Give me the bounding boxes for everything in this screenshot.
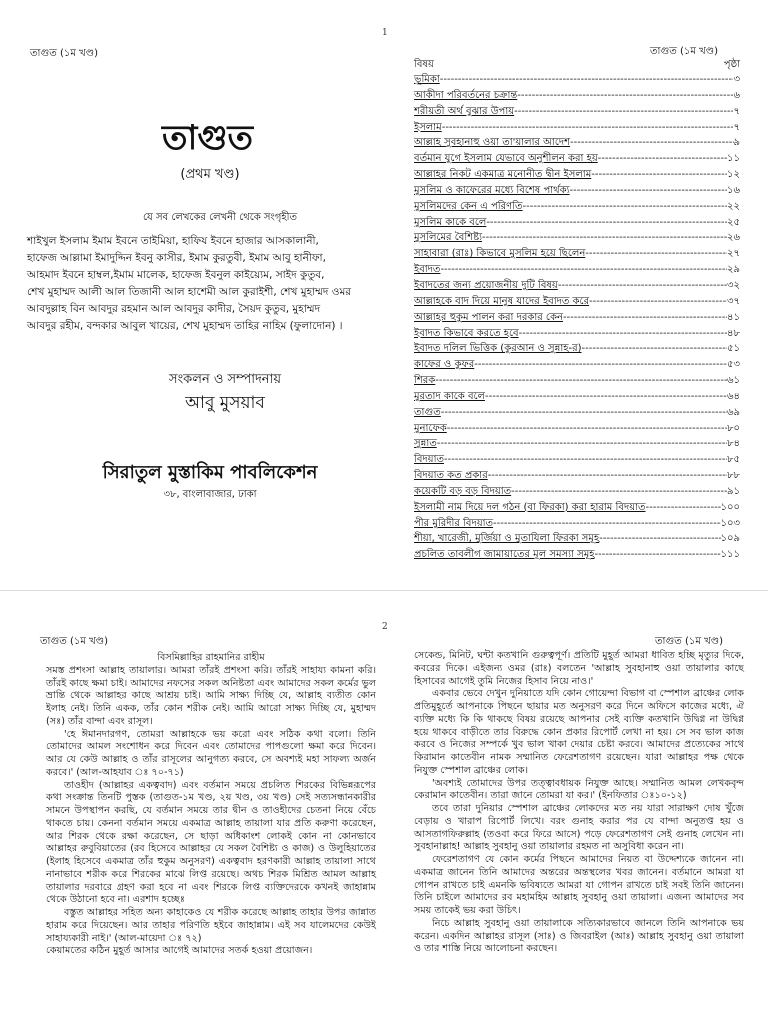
toc-entry-page: ১০৯ — [720, 533, 740, 545]
toc-row — [414, 516, 740, 532]
editor-name: আবু মুসয়াব — [185, 393, 265, 413]
toc-row — [414, 104, 740, 120]
toc-entry-title: ইবাদত — [414, 264, 441, 276]
toc-entry-title: সুন্নাত — [414, 438, 437, 450]
toc-entry-page: ১১ — [727, 153, 740, 165]
author-line: আহমাদ ইবনে হাম্বল,ইমাম মালেক, হাফেজ ইবনুল কাইয়্যেম, সাইদ কুতুব, — [27, 269, 325, 281]
toc-row — [414, 405, 740, 421]
text-column-right — [414, 650, 744, 956]
toc-row — [414, 88, 740, 104]
toc-entry-title: ইবাদত কিভাবে করতে হবে — [414, 327, 519, 339]
quote-paragraph: বস্তুত আল্লাহর সহিত অন্য কাহাকেও যে শরীক করেছে আল্লাহ তাহার উপর জান্নাত হারাম করে দিয়েছেন। আর তাহার পরিণতি হইবে জাহান্নাম। এই সব যালেমদের কেউই সাহায্যকারী নাই।' (আল-মায়েদা ঃ ৭২) — [46, 907, 376, 944]
toc-entry-title: শীয়া, খারেজী, মুর্জিয়া ও মুতাযিলা ফিরকা সমূহ — [414, 533, 600, 545]
toc-entry-page: ৭ — [733, 121, 740, 133]
author-line: আবদুর রহীম, বন্দকার আবুল খায়ের, শেখ মুহাম্মদ তাহির নাহিম (ফুলাদোন) । — [27, 320, 343, 332]
toc-entry-page: ৩২ — [726, 279, 740, 291]
paragraph: ফেরেশতাগণ যে কোন কর্মের পিছনে আমাদের নিয়ত বা উদ্দেশ্যকে জানেন না। একমাত্র জানেন তিনি আমাদের অন্তরের অন্তস্থলের খবর জানেন। বর্তমানে আমরা যা গোপন রাখতে চাই এমনকি ভবিষ্যতে আমরা যা গোপন রাখতে চাই সবই তিনি জানেন। তিনি চাইলে আমাদের রব মহামহিম আল্লাহ সুবহানু ওয়া তায়ালা। এজন্য আমাদের সব সময় তাকেই ভয় করা উচিৎ। — [414, 854, 744, 916]
toc-entry-title: আকীদা পরিবর্তনের চক্রান্ত — [414, 89, 518, 101]
toc-row — [414, 262, 740, 278]
author-line: হাফেজ আল্লামা ইমাদুদ্দিন ইবনু কাসীর, ইমাম কুরতুবী, ইমাম আবু হানীফা, — [27, 252, 326, 264]
toc-dot-leader — [440, 262, 727, 278]
toc-entry-title: বর্তমান যুগে ইসলাম যেভাবে অনুশীলন করা হয় — [414, 153, 598, 165]
author-line: শাইখুল ইসলাম ইমাম ইবনে তাইমিয়া, হাফিয ইবনে হাজার আসকালানী, — [27, 235, 319, 247]
toc-entry-page: ৬১ — [727, 375, 740, 387]
toc-entry-title: আল্লাহর হুকুম পালন করা দরকার কেন — [414, 311, 563, 323]
toc-row — [414, 341, 740, 357]
toc-row — [414, 72, 740, 88]
toc-dot-leader — [598, 151, 727, 167]
toc-entry-page: ৩ — [733, 74, 740, 85]
toc-row — [414, 436, 740, 452]
toc-dot-leader — [570, 135, 733, 151]
toc-entry-title: ইসলামী নাম দিয়ে দল গঠন (বা ফিরকা) করা হারাম বিদয়াত — [414, 501, 646, 513]
toc-entry-page: ১২ — [727, 169, 740, 181]
toc-row — [414, 389, 740, 405]
toc-row — [414, 452, 740, 468]
toc-entry-page: ২৫ — [727, 216, 740, 228]
toc-entry-title: বিদয়াত কত প্রকার — [414, 470, 488, 482]
authors-list — [27, 233, 372, 335]
page-number-2: 2 — [382, 622, 388, 632]
toc-entry-title: সাহাবারা (রাঃ) কিভাবে মুসলিম হয়ে ছিলেন — [414, 248, 586, 260]
toc-entry-page: ৯১ — [727, 485, 740, 497]
toc-entry-page: ৮৪ — [727, 438, 740, 450]
toc-row — [414, 120, 740, 136]
toc-entry-page: ১১১ — [720, 549, 740, 561]
toc-row — [414, 310, 740, 326]
toc-row — [414, 215, 740, 231]
toc-dot-leader — [599, 531, 720, 547]
paragraph: কেয়ামতের কঠিন মুহূর্ত আসার আগেই আমাদের সতর্ক হওয়া প্রয়োজন। — [46, 945, 313, 957]
toc-row — [414, 135, 740, 151]
paragraph: সমস্ত প্রশংসা আল্লাহ তায়ালার। আমরা তাঁরই প্রশংসা করি। তাঁরই সাহায্য কামনা করি। তাঁরই কাছে ক্ষমা চাই। আমাদের নফসের সকল অনিষ্টতা এবং আমাদের সকল কর্মের ভুল ভ্রান্তি থেকে আল্লাহর কাছে আশ্রয় চাই। আমি সাক্ষ্য দিচ্ছি যে, আল্লাহ ব্যতীত কোন ইলাহ নেই। তিনি একক, তাঁর কোন শরীক নেই। আমি আরো সাক্ষ্য দিচ্ছি যে, মুহাম্মদ (সঃ) তাঁর বান্দা এবং রাসূল। — [46, 664, 376, 727]
toc-entry-title: পীর মুরিদীর বিদয়াত — [414, 517, 494, 529]
toc-entry-page: ৪৮ — [727, 327, 740, 339]
paragraph: একবার ভেবে দেখুন দুনিয়াতে যদি কোন গোয়েন্দা বিভাগ বা স্পেশাল ব্রাঞ্চের লোক প্রতিমুহূর্তে আপনাকে পিছনে ছায়ার মত অনুসরণ করে দিনে অফিসে কাজের মধ্যে, ঐ ব্যক্তি মধ্যে কি কি থাকছে বিষয় রয়েছে আপনার সেই ব্যক্তি কতখানি উদ্বিগ্ন না উদ্বিগ্ন হয়ে থাকবে বাড়ীতে তার বিরুদ্ধে কোন প্রকার রিপোর্ট লেখা না হয়। সে সব ভাল কাজ করবে ও নিজের সম্পর্কে খুব ভাল খাকা দেয়ার চেষ্টা করবে। আমাদের প্রত্যেকের সাথে কিরামান কাতেবীন নামক সম্মানিত ফেরেশতাগণ রয়েছেন। যারা আল্লাহর পক্ষ থেকে নিযুক্ত স্পেশাল ব্রাঞ্চের লোক। — [414, 688, 744, 776]
page-separator — [0, 590, 768, 591]
toc-dot-leader — [511, 484, 727, 500]
toc-dot-leader — [474, 357, 727, 373]
toc-entry-title: কয়েকটি বড় বড় বিদয়াত — [414, 485, 512, 497]
collected-from-note: যে সব লেখকের লেখনী থেকে সংগৃহীত — [142, 212, 297, 223]
toc-entry-title: মুসলিম কাকে বলে — [414, 216, 487, 228]
toc-row — [414, 373, 740, 389]
toc-entry-title: কাফের ও কুফর — [414, 359, 475, 371]
toc-row — [414, 294, 740, 310]
toc-dot-leader — [488, 468, 727, 484]
toc-row — [414, 500, 740, 516]
toc-dot-leader — [519, 326, 727, 342]
toc-entry-title: আল্লাহর নিকট একমাত্র মনোনীত দ্বীন ইসলাম — [414, 169, 592, 181]
toc-row — [414, 278, 740, 294]
toc-entry-page: ৮০ — [727, 422, 740, 434]
toc-entry-title: ইবাদতের জন্য প্রয়োজনীয় দুটি বিষয় — [414, 279, 558, 291]
toc-dot-leader — [442, 120, 734, 136]
toc-dot-leader — [447, 421, 727, 437]
toc-dot-leader — [441, 405, 727, 421]
toc-entry-title: ইবাদত দলিল ভিত্তিক (কুরআন ও সুন্নাহ-র) — [414, 343, 582, 355]
running-header-right-2: তাগুত (১ম খণ্ড) — [655, 636, 724, 647]
toc-entry-title: মুসলিমদের কেন এ পরিণতি — [414, 200, 523, 212]
running-header-left: তাগুত (১ম খণ্ড) — [30, 48, 99, 59]
toc-entry-title: প্রচলিত তাবলীগ জামায়াতের মূল সমস্যা সমূহ — [414, 549, 595, 561]
basmala: বিসমিল্লাহির রাহমানির রাহীম — [157, 652, 265, 663]
quote-paragraph: 'অবশ্যই তোমাদের উপর তত্ত্বাবধায়ক নিযুক্ত আছে। সম্মানিত আমল লেখকবৃন্দ কেরামান কাতেবীন। তারা জানে তোমরা যা কর।' (ইনফিতার ঃ১০-১২) — [414, 777, 744, 802]
quote-paragraph: 'হে ঈমানদারগণ, তোমরা আল্লাহকে ভয় করো এবং সঠিক কথা বলো। তিনি তোমাদের আমল সংশোধন করে দিবেন এবং তোমাদের পাপগুলো ক্ষমা করে দিবেন। আর যে কেউ আল্লাহ ও তাঁর রাসূলের আনুগত্য করবে, সে অবশ্যই মহা সাফল্য অর্জন করবে।' (আল-আহযাব ঃ ৭০-৭১) — [46, 728, 376, 778]
toc-dot-leader — [558, 278, 727, 294]
toc-row — [414, 326, 740, 342]
toc-dot-leader — [646, 500, 721, 516]
publisher-address: ৩৮, বাংলাবাজার, ঢাকা — [163, 489, 257, 500]
toc-entry-title: তাগুত — [414, 406, 441, 418]
toc-entry-title: ভূমিকা — [414, 74, 440, 85]
toc-entry-title: মুরতাদ কাকে বলে — [414, 390, 486, 402]
author-line: আবদুল্লাহ বিন আবদুর রহমান আল আবদুর কাদীর, সৈয়দ কুতুব, মুহাম্মদ — [27, 303, 321, 315]
toc-dot-leader — [591, 167, 727, 183]
toc-row — [414, 246, 740, 262]
toc-entry-title: মুসলিম ও কাফেরের মধ্যে বিশেষ পার্থক্য — [414, 184, 570, 196]
paragraph: তবে তারা দুনিয়ার স্পেশাল ব্রাঞ্চের লোকদের মত নয় যারা সারাক্ষণ দোষ খুঁজে বেড়ায় ও খারাপ রিপোর্ট লিখে। বরং গুনাহ করার পর যে বান্দা অনুতপ্ত হয় ও আসতাগফিরুল্লাহ (তওবা করে ফিরে আসে) পড়ে ফেরেশতাগণ সেই গুনাহ লেখেন না। সুবহানাল্লাহ! আল্লাহ সুবহানু ওয়া তায়ালার রহমত না অসুবিধা করেন না। — [414, 803, 744, 853]
toc-entry-page: ১০৩ — [720, 517, 740, 529]
toc-entry-page: ৭ — [733, 105, 740, 117]
toc-dot-leader — [444, 452, 727, 468]
table-of-contents — [414, 58, 740, 563]
paragraph: সেকেন্ড, মিনিট, ঘন্টা কতখানি গুরুত্বপূর্ণ। প্রতিটি মুহূর্ত আমরা ধাবিত হচ্ছি মৃত্যুর দিকে, কবরের দিকে। এইজন্য ওমর (রাঃ) বলতেন 'আল্লাহ সুবহানাহু ওয়া তায়ালার কাছে হিসাবের আগেই তুমি নিজের হিসাব নিয়ে নাও।' — [414, 650, 744, 687]
toc-rows — [414, 72, 740, 563]
toc-dot-leader — [514, 104, 733, 120]
toc-dot-leader — [563, 310, 727, 326]
toc-entry-title: শিরক — [414, 375, 436, 387]
toc-row — [414, 151, 740, 167]
toc-entry-page: ১০০ — [720, 501, 740, 513]
compiled-label: সংকলন ও সম্পাদনায় — [169, 372, 281, 387]
toc-entry-page: ১৬ — [727, 184, 740, 196]
toc-row — [414, 421, 740, 437]
running-header-left-2: তাগুত (১ম খণ্ড) — [40, 636, 109, 647]
toc-row — [414, 230, 740, 246]
book-title: তাগুত — [161, 118, 254, 158]
toc-entry-page: ৯ — [733, 137, 740, 149]
toc-col-page: পৃষ্ঠা — [723, 59, 740, 70]
publisher-name: সিরাতুল মুস্তাকিম পাবলিকেশন — [102, 462, 318, 483]
toc-row — [414, 167, 740, 183]
toc-entry-page: ৮৫ — [727, 454, 740, 466]
toc-dot-leader — [595, 547, 721, 563]
toc-entry-page: ৬ — [733, 89, 740, 101]
toc-entry-title: বিদয়াত — [414, 454, 444, 466]
toc-row — [414, 183, 740, 199]
toc-entry-page: ২৬ — [726, 232, 740, 244]
toc-entry-page: ২২ — [726, 200, 740, 212]
toc-dot-leader — [582, 341, 727, 357]
toc-dot-leader — [493, 516, 720, 532]
toc-entry-page: ৪১ — [727, 311, 740, 323]
toc-row — [414, 547, 740, 563]
toc-entry-title: শরীয়তী অর্থ বুঝার উপায় — [414, 105, 515, 117]
toc-dot-leader — [437, 436, 727, 452]
toc-row — [414, 468, 740, 484]
paragraph: তাওহীদ (আল্লাহর একত্ববাদ) এবং বর্তমান সময়ে প্রচলিত শিরকের বিভিন্নরূপের কথা সংক্রান্ত তিনটি পুস্তক (তাগুত-১ম খণ্ড, ২য় খণ্ড, ৩য় খণ্ড) সেই সত্যসন্ধানকারীর সামনে উপস্থাপন করছি, যে বর্তমান সময়ে তার দ্বীন ও তাওহীদের চেতনা নিয়ে বেঁচে থাকতে চায়। কেননা বর্তমান সময়ে একমাত্র আল্লাহ তায়ালা যার প্রতি করুণা করেছেন, আর শিরক থেকে রক্ষা করেছেন, সে ছাড়া অধিকাংশ লোকই কোন না কোনভাবে আল্লাহর রুবুবিয়াতের (রব হিসেবে আল্লাহর যে সকল বৈশিষ্ট্য ও কাজ) ও উলুহিয়াতের (ইলাহ হিসেবে একমাত্র তাঁর হুকুম অনুসরণ) একত্ববাদ হরণকারী আল্লাহ তায়ালা সাথে নানাভাবে শরীক করে শিরকের মাঝে লিপ্ত রয়েছে। অথচ শিরক মিশ্রিত আমল আল্লাহ তায়ালার দরবারে গ্রহণ করা হবে না এবং শিরকে লিপ্ত ব্যক্তিদেরকে কখনই জাহান্নাম থেকে উঠানো হবে না। এরশাদ হচ্ছেঃ — [46, 779, 376, 906]
toc-row — [414, 357, 740, 373]
toc-entry-page: ৫১ — [727, 343, 740, 355]
toc-row — [414, 199, 740, 215]
toc-entry-title: ইসলাম — [414, 121, 442, 133]
toc-dot-leader — [517, 88, 733, 104]
toc-entry-page: ৩৭ — [726, 295, 740, 307]
toc-entry-page: ২৭ — [726, 248, 740, 260]
toc-row — [414, 531, 740, 547]
toc-dot-leader — [523, 199, 727, 215]
toc-header-row — [414, 58, 740, 72]
toc-entry-title: আল্লাহকে বাদ দিয়ে মানুষ যাদের ইবাদত করে — [414, 295, 590, 307]
running-header-right: তাগুত (১ম খণ্ড) — [650, 46, 719, 57]
volume-label: (প্রথম খণ্ড) — [180, 167, 240, 182]
toc-row — [414, 484, 740, 500]
toc-entry-page: ২৯ — [727, 264, 740, 276]
paragraph: নিচে আল্লাহ সুবহানু ওয়া তায়ালাকে সত্যিকারভাবে জানলে তিনি আপনাকে ভয় করেন। একদিন আল্লাহর রাসূল (সাঃ) ও জিবরাইল (আঃ) আল্লাহ সুবহানু ওয়া তায়ালা ও তার শাস্তি নিয়ে আলোচনা করছেন। — [414, 917, 744, 955]
text-column-left — [46, 652, 376, 958]
toc-dot-leader — [486, 215, 727, 231]
toc-dot-leader — [435, 373, 727, 389]
toc-entry-title: আল্লাহ সুবহানাহু ওয়া তা'য়ালার আদেশ — [414, 137, 571, 149]
toc-entry-page: ৬৪ — [727, 390, 740, 402]
toc-dot-leader — [485, 389, 727, 405]
toc-entry-page: ৮৮ — [727, 470, 740, 482]
toc-entry-title: মুনাফেক — [414, 422, 447, 434]
toc-dot-leader — [589, 294, 727, 310]
page-number-1: 1 — [382, 28, 388, 38]
toc-entry-title: মুসলিমের বৈশিষ্ট্য — [414, 232, 483, 244]
toc-col-subject: বিষয় — [414, 59, 434, 70]
toc-dot-leader — [482, 230, 727, 246]
toc-entry-page: ৬৯ — [727, 406, 740, 418]
toc-entry-page: ৫৩ — [727, 359, 740, 371]
toc-dot-leader — [440, 72, 734, 88]
author-line: শেখ মুহাম্মদ আলী আল তিজানী আল হাশেমী আল কুরাইশী, শেখ মুহাম্মদ ওমর — [27, 286, 352, 298]
toc-dot-leader — [585, 246, 727, 262]
toc-dot-leader — [570, 183, 727, 199]
